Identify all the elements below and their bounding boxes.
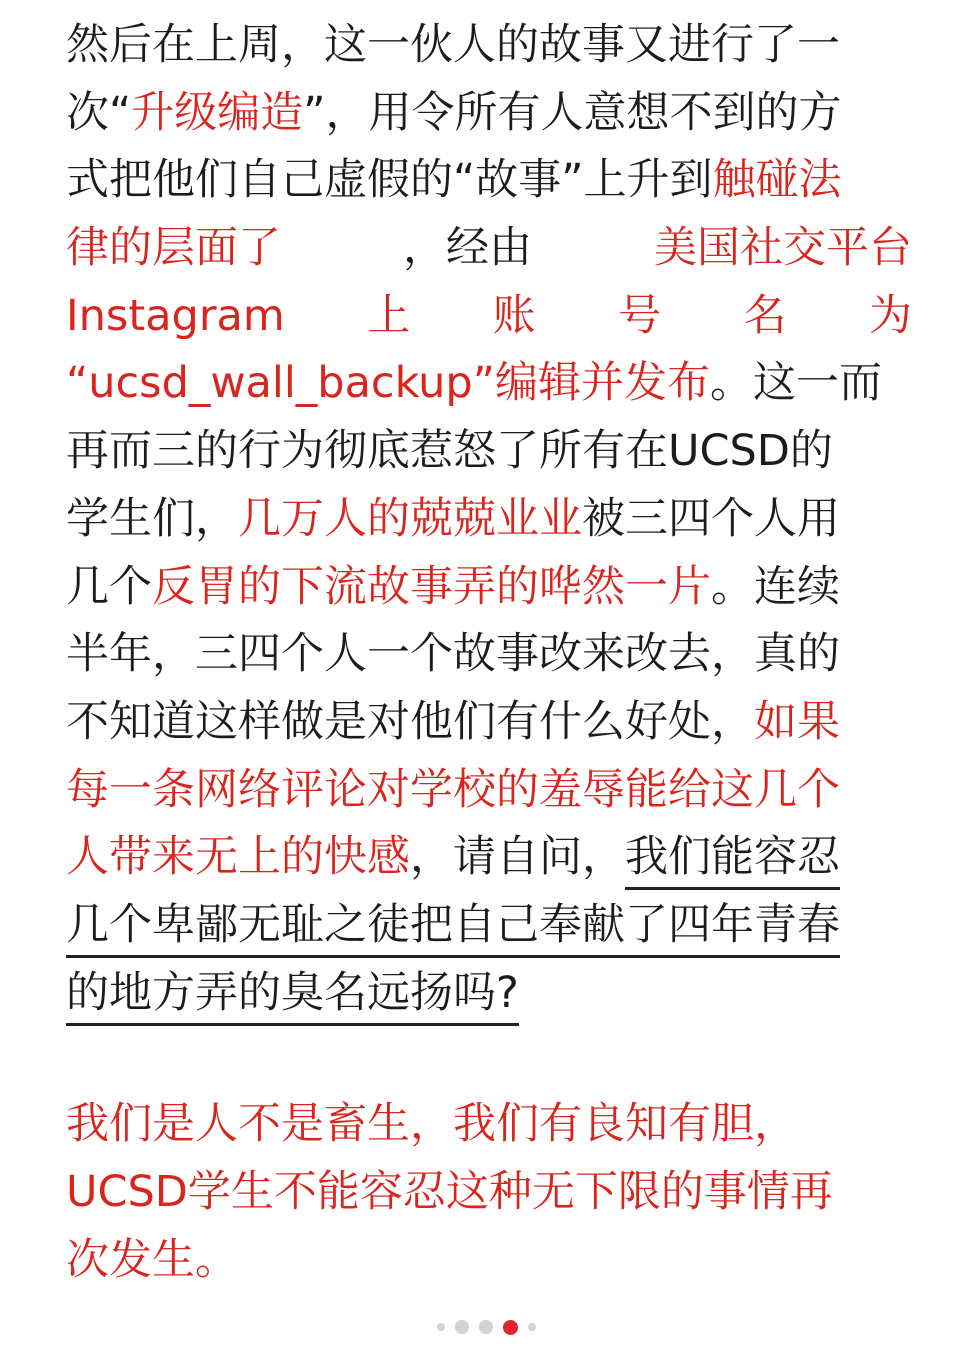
text-line	[66, 824, 912, 892]
text-run: ，经由	[403, 223, 532, 274]
highlight-run: 如果	[754, 696, 840, 747]
highlight-run: 美国社交平台	[654, 223, 912, 274]
highlight-run: 我们是人不是畜生，我们有良知有胆，	[66, 1099, 797, 1150]
highlight-run: 反胃的下流故事弄的哗然一片	[152, 561, 711, 612]
text-line	[66, 80, 912, 148]
text-line	[66, 689, 912, 757]
text-line	[66, 892, 912, 960]
text-run: 半年，三四个人一个故事改来改去，真的	[66, 629, 840, 680]
paragraph-2	[66, 1091, 912, 1294]
highlight-run: UCSD学生不能容忍这种无下限的事情再	[66, 1167, 833, 1217]
text-line	[66, 350, 912, 418]
text-line	[66, 757, 912, 825]
text-line	[66, 12, 912, 80]
text-run: 不知道这样做是对他们有什么好处，	[66, 696, 754, 747]
highlight-run: 名	[743, 290, 787, 341]
text-line	[66, 215, 912, 283]
page-indicator	[0, 1320, 972, 1335]
text-run: ”，用令所有人意想不到的方	[303, 87, 842, 138]
page-dot[interactable]	[479, 1320, 493, 1334]
text-run: 学生们，	[66, 493, 238, 544]
text-run: 。连续	[711, 561, 840, 612]
highlight-run: 几万人的兢兢业业	[238, 493, 582, 544]
text-line	[66, 554, 912, 622]
article-body	[66, 12, 912, 1294]
underlined-run: 我们能容忍	[625, 832, 840, 890]
highlight-run: 号	[618, 290, 662, 341]
paragraph-gap	[66, 1027, 912, 1091]
text-line	[66, 418, 912, 486]
text-line	[66, 1091, 912, 1159]
text-run: 再而三的行为彻底惹怒了所有在UCSD的	[66, 426, 833, 477]
text-line	[66, 147, 912, 215]
text-run: 次“	[66, 87, 132, 138]
text-run: 式把他们自己虚假的“故事”上升到	[66, 155, 713, 206]
highlight-run: Instagram	[66, 290, 285, 341]
text-line	[66, 1159, 912, 1227]
page-dot-active[interactable]	[503, 1320, 518, 1335]
highlight-run: 律的层面了	[66, 223, 281, 274]
page-dot[interactable]	[528, 1323, 536, 1331]
highlight-run: 账	[492, 290, 536, 341]
text-line	[66, 960, 912, 1028]
text-run: 。这一而	[709, 358, 882, 409]
highlight-run: 为	[868, 290, 912, 341]
highlight-run: 触碰法	[712, 155, 842, 206]
page-dot[interactable]	[437, 1323, 445, 1331]
text-line	[66, 621, 912, 689]
text-run: 然后在上周，这一伙人的故事又进行了一	[66, 20, 840, 70]
highlight-run: 上	[367, 290, 411, 341]
text-run: 几个	[66, 561, 152, 612]
highlight-run: 升级编造	[131, 87, 304, 138]
paragraph-1	[66, 12, 912, 1027]
text-line	[66, 486, 912, 554]
highlight-run: 人带来无上的快感	[66, 832, 410, 883]
highlight-run: “ucsd_wall_backup”编辑并发布	[66, 358, 710, 409]
underlined-run: 的地方弄的臭名远扬吗?	[66, 968, 519, 1026]
text-run: ，请自问，	[410, 832, 625, 883]
highlight-run: 次发生。	[66, 1234, 238, 1285]
text-line	[66, 283, 912, 351]
text-line	[66, 1227, 912, 1295]
page-dot[interactable]	[455, 1320, 469, 1334]
text-run: 被三四个人用	[582, 493, 840, 544]
underlined-run: 几个卑鄙无耻之徒把自己奉献了四年青春	[66, 900, 840, 958]
highlight-run: 每一条网络评论对学校的羞辱能给这几个	[66, 764, 840, 815]
